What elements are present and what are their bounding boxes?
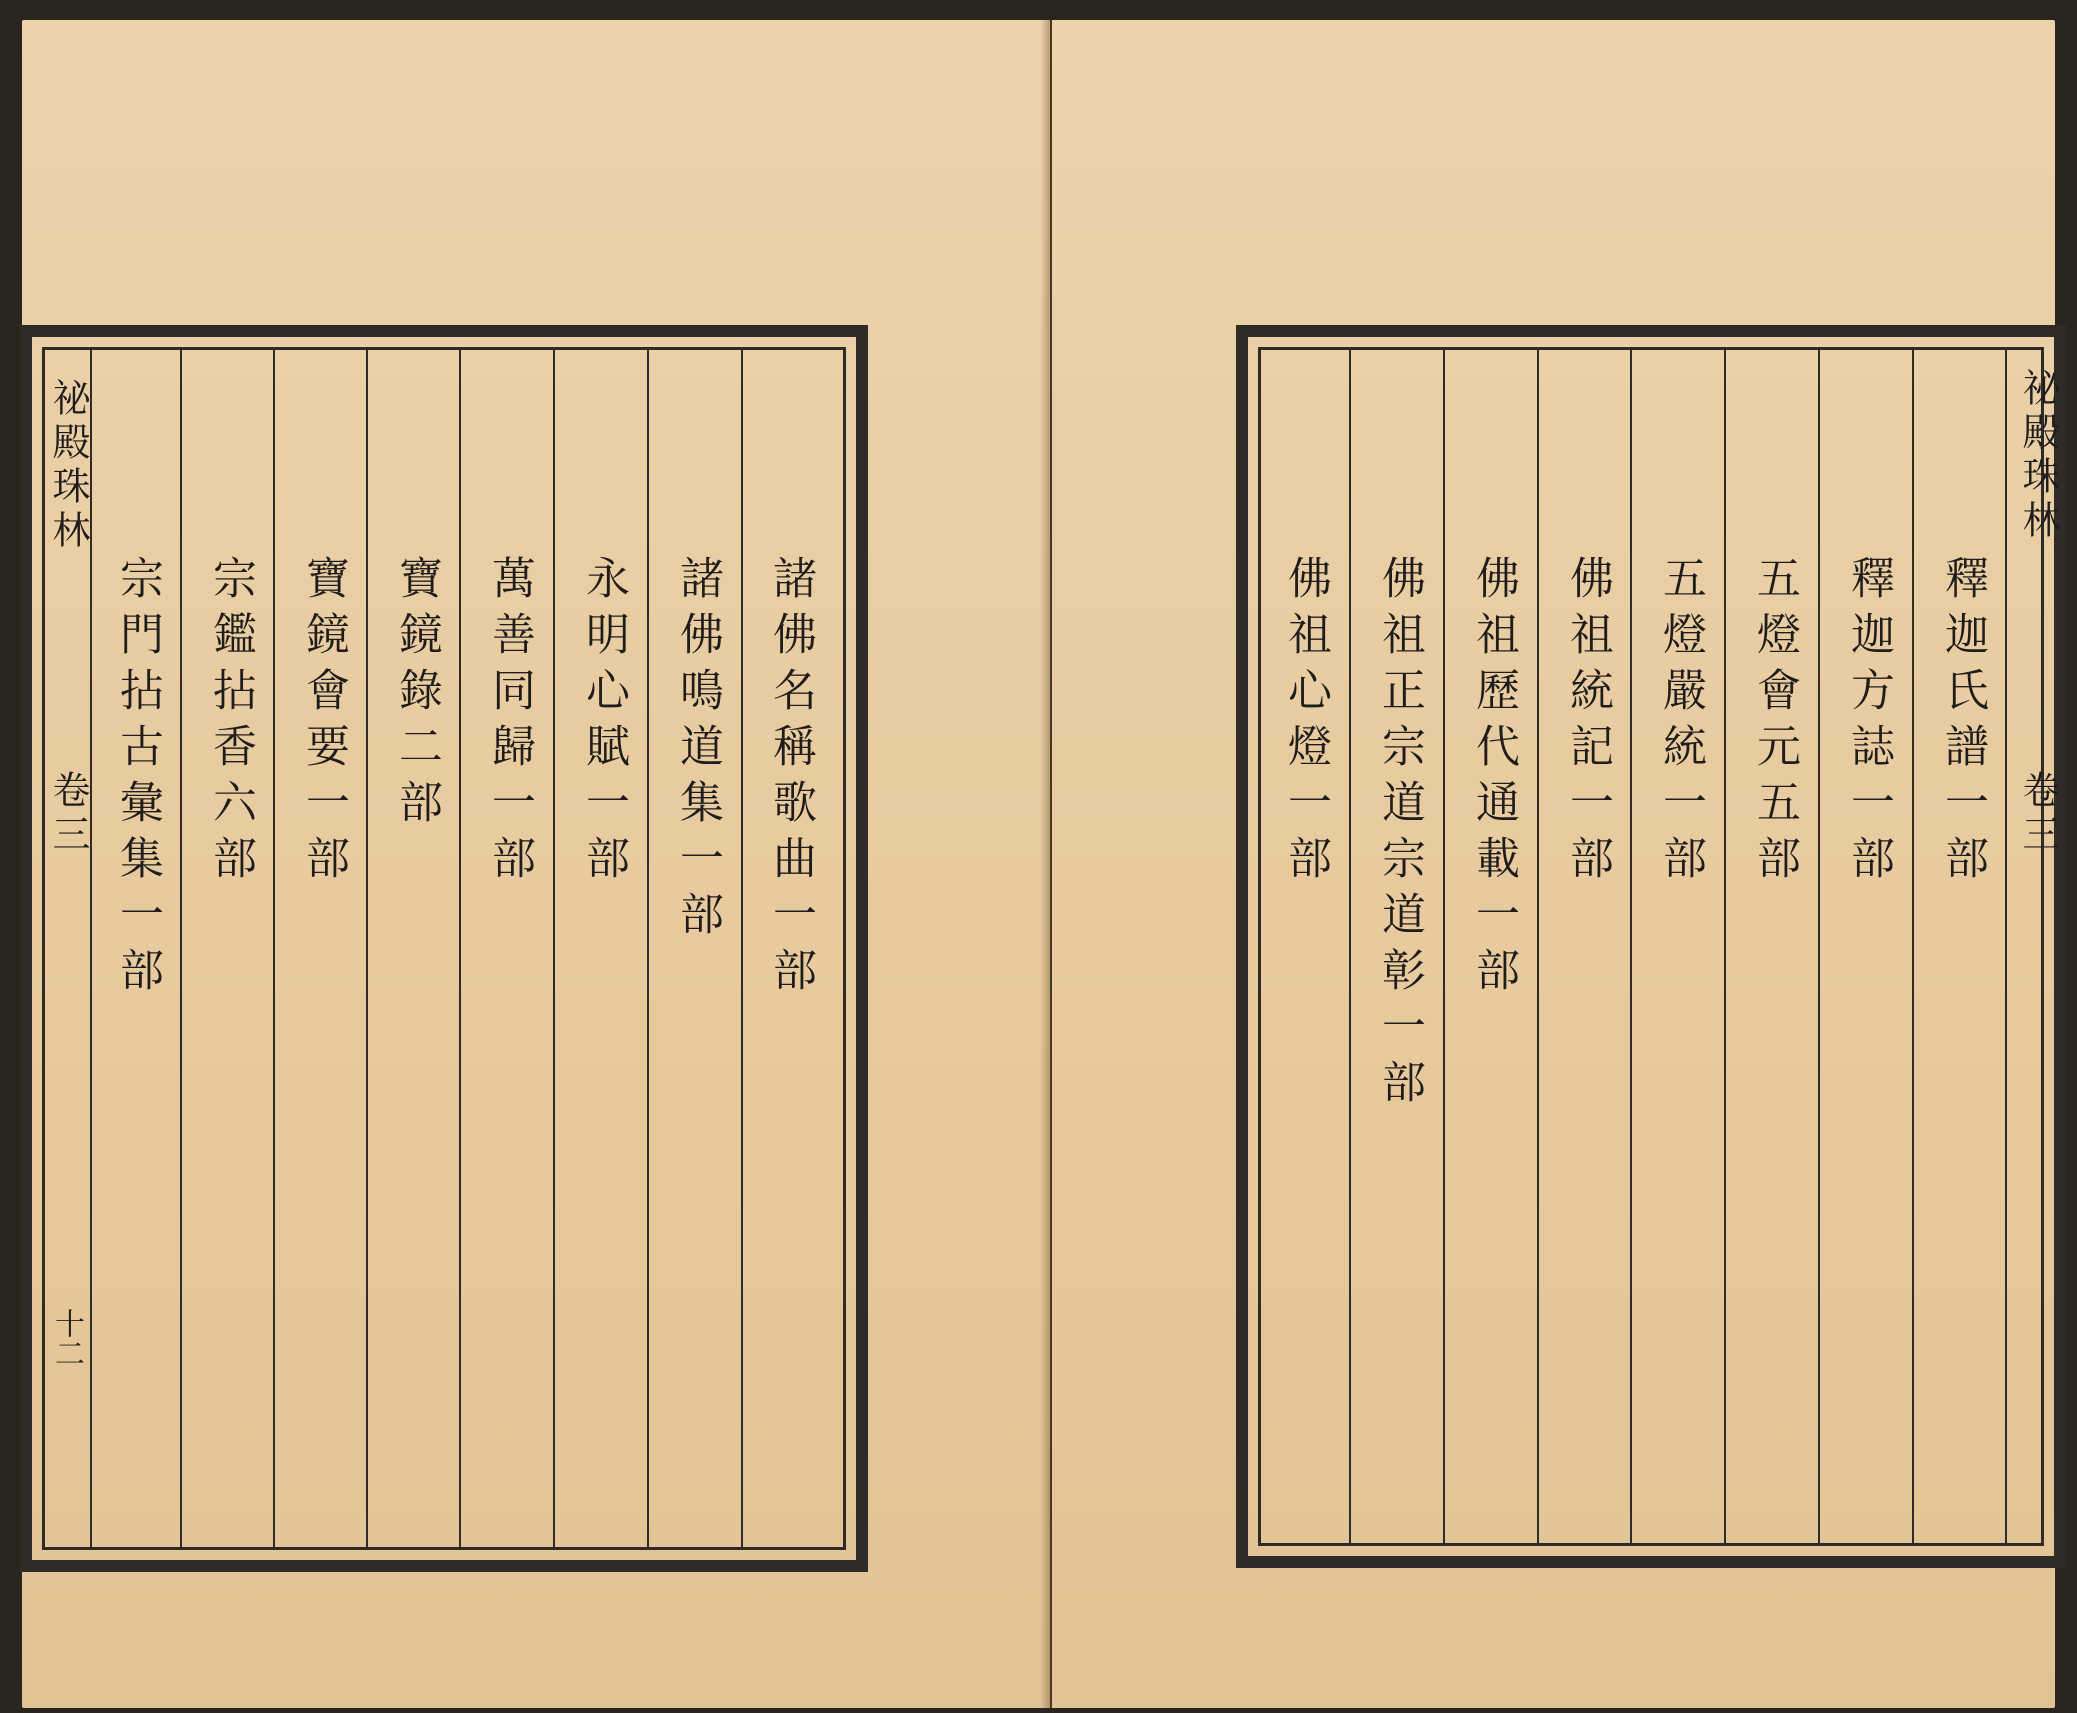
- right-column-8: 佛祖心燈一部: [1280, 555, 1331, 891]
- left-folio-number: 十二: [49, 1308, 84, 1368]
- right-column-3: 五燈會元五部: [1749, 555, 1800, 891]
- left-column-4: 萬善同歸一部: [484, 555, 535, 891]
- left-page: [22, 20, 1050, 1708]
- left-column-5: 寶鏡錄二部: [391, 555, 442, 835]
- left-column-2: 諸佛鳴道集一部: [672, 555, 723, 947]
- left-column-8: 宗門拈古彙集一部: [112, 555, 163, 1003]
- right-page: [1052, 20, 2060, 1708]
- right-column-1: 釋迦氏譜一部: [1937, 555, 1988, 891]
- left-column-3: 永明心賦一部: [578, 555, 629, 891]
- right-column-6: 佛祖歷代通載一部: [1468, 555, 1519, 1003]
- left-column-7: 宗鑑拈香六部: [205, 555, 256, 891]
- left-column-1: 諸佛名稱歌曲一部: [765, 555, 816, 1003]
- right-column-7: 佛祖正宗道宗道彰一部: [1374, 555, 1425, 1115]
- right-column-2: 釋迦方誌一部: [1843, 555, 1894, 891]
- left-page-inner-border: [42, 347, 846, 1550]
- left-column-6: 寶鏡會要一部: [298, 555, 349, 891]
- right-center-title: 祕殿珠林: [2016, 368, 2060, 544]
- right-page-inner-border: [1258, 347, 2060, 1546]
- left-juan-label: 卷三: [46, 770, 90, 858]
- right-juan-label: 卷三: [2016, 770, 2060, 858]
- right-page-frame: [1236, 325, 2066, 1568]
- right-column-4: 五燈嚴統一部: [1655, 555, 1706, 891]
- left-center-title: 祕殿珠林: [46, 378, 90, 554]
- right-column-5: 佛祖統記一部: [1562, 555, 1613, 891]
- left-page-frame: [20, 325, 868, 1572]
